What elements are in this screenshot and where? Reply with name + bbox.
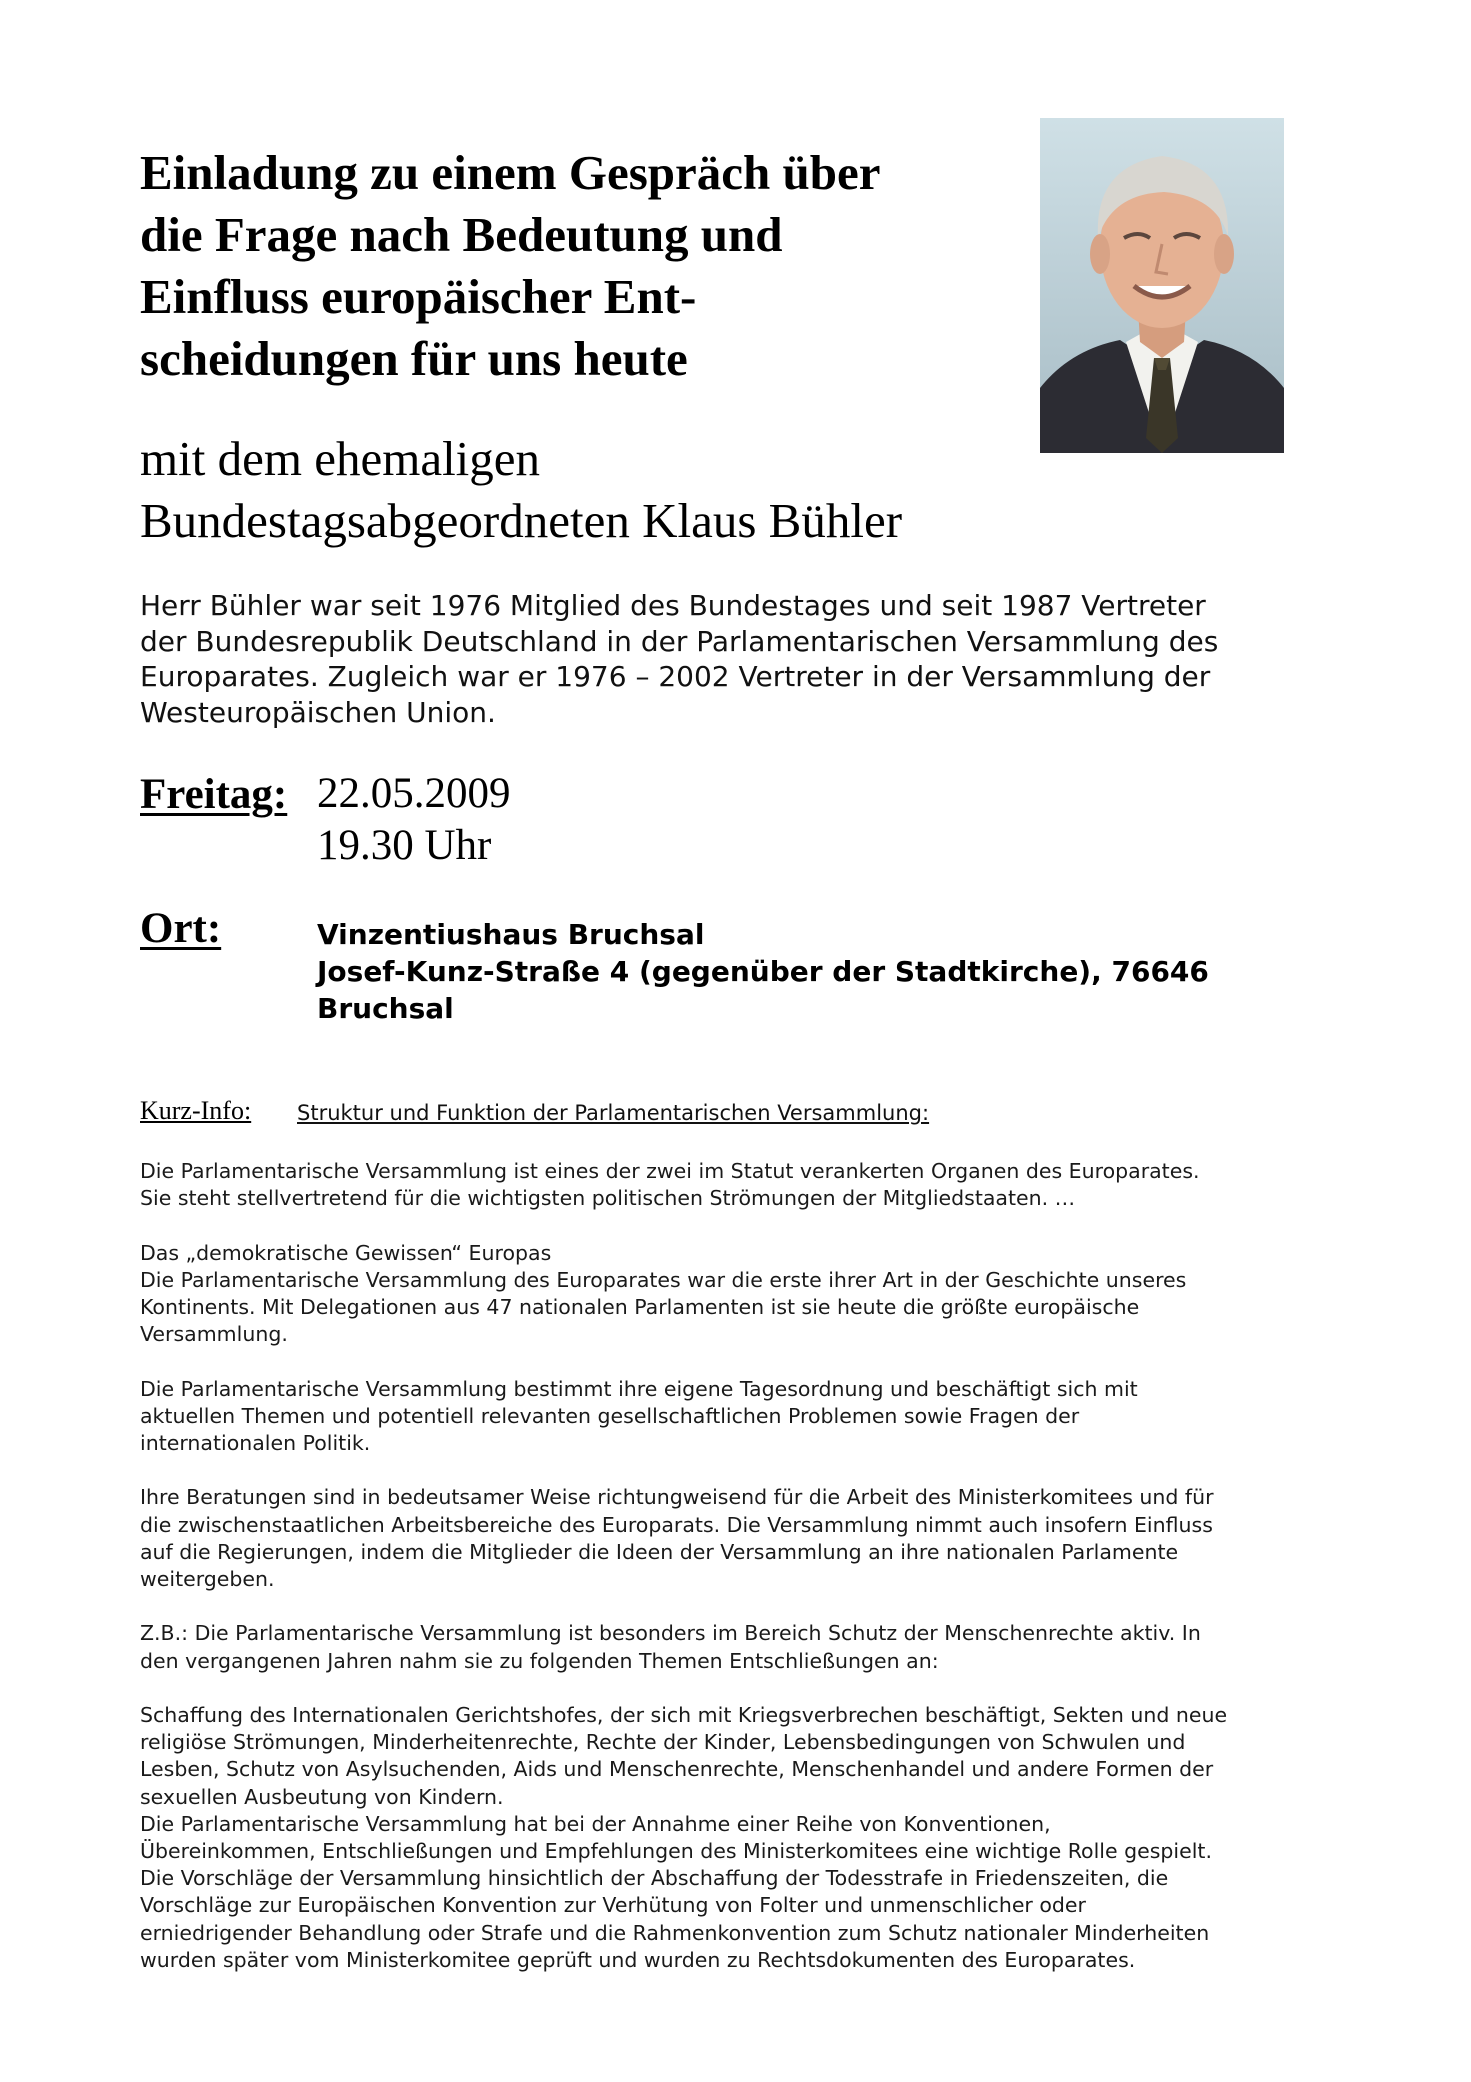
intro-line: Herr Bühler war seit 1976 Mitglied des Bundestages und seit 1987 Vertreter (140, 589, 1206, 622)
title-line: die Frage nach Bedeutung und (140, 207, 783, 262)
title-line: scheidungen für uns heute (140, 331, 688, 386)
info-line: weitergeben. (140, 1567, 275, 1591)
info-line: Die Parlamentarische Versammlung ist eines der zwei im Statut verankerten Organen des Europarates. (140, 1159, 1200, 1183)
venue-line: Vinzentiushaus Bruchsal (317, 918, 705, 951)
intro-line: Westeuropäischen Union. (140, 695, 496, 729)
info-line: Schaffung des Internationalen Gerichtshofes, der sich mit Kriegsverbrechen beschäftigt, Sekten und neue (140, 1702, 1228, 1727)
location-label: Ort: (140, 905, 222, 952)
venue-line: Josef-Kunz-Straße 4 (gegenüber der Stadtkirche), 76646 (317, 955, 1209, 988)
info-paragraph (140, 1484, 1360, 1593)
info-line: wurden später vom Ministerkomitee geprüft und wurden zu Rechtsdokumenten des Europarates. (140, 1947, 1136, 1972)
info-paragraph (140, 1376, 1360, 1458)
info-line: aktuellen Themen und potentiell relevanten gesellschaftlichen Problemen sowie Fragen der (140, 1403, 1080, 1428)
info-line: Das „demokratische Gewissen“ Europas (140, 1240, 552, 1265)
kurz-info-body (140, 1158, 1360, 2001)
info-line: Die Vorschläge der Versammlung hinsichtlich der Abschaffung der Todesstrafe in Friedenszeiten, die (140, 1866, 1169, 1891)
info-line: Die Parlamentarische Versammlung des Europarates war die erste ihrer Art in der Geschichte unseres (140, 1267, 1187, 1292)
info-paragraph (140, 1158, 1360, 1212)
info-line: internationalen Politik. (140, 1431, 371, 1455)
date-label: Freitag: (140, 771, 288, 818)
info-line: sexuellen Ausbeutung von Kindern. (140, 1784, 504, 1809)
invitation-title (140, 142, 1000, 390)
intro-line: der Bundesrepublik Deutschland in der Parlamentarischen Versammlung des (140, 624, 1219, 658)
info-line: die zwischenstaatlichen Arbeitsbereiche des Europarats. Die Versammlung nimmt auch insofern Einfluss (140, 1512, 1213, 1537)
kurz-info-title: Struktur und Funktion der Parlamentarischen Versammlung: (297, 1101, 930, 1125)
info-line: Ihre Beratungen sind in bedeutsamer Weise richtungweisend für die Arbeit des Ministerkomitees und für (140, 1485, 1214, 1510)
portrait-photo-icon (1040, 118, 1284, 453)
title-line: Einfluss europäischer Ent- (140, 269, 697, 324)
info-paragraph (140, 1240, 1360, 1349)
event-time: 19.30 Uhr (317, 822, 492, 869)
venue-address (317, 916, 1209, 1027)
info-line: Z.B.: Die Parlamentarische Versammlung ist besonders im Bereich Schutz der Menschenrechte aktiv. In (140, 1621, 1201, 1646)
info-line: Versammlung. (140, 1322, 288, 1347)
speaker-portrait-photo (1040, 118, 1284, 453)
info-line: den vergangenen Jahren nahm sie zu folgenden Themen Entschließungen an: (140, 1648, 939, 1673)
subtitle-line: Bundestagsabgeordneten Klaus Bühler (140, 493, 903, 548)
info-paragraph (140, 1620, 1360, 1674)
info-line: Übereinkommen, Entschließungen und Empfehlungen des Ministerkomitees eine wichtige Rolle gespielt. (140, 1839, 1212, 1863)
info-line: Vorschläge zur Europäischen Konvention zur Verhütung von Folter und unmenschlicher oder (140, 1893, 1086, 1918)
info-line: Kontinents. Mit Delegationen aus 47 nationalen Parlamenten ist sie heute die größte europäische (140, 1295, 1140, 1319)
subtitle-line: mit dem ehemaligen (140, 431, 541, 486)
event-date: 22.05.2009 (317, 770, 511, 817)
intro-line: Europarates. Zugleich war er 1976 – 2002 Vertreter in der Versammlung der (140, 660, 1211, 693)
info-line: erniedrigender Behandlung oder Strafe und die Rahmenkonvention zum Schutz nationaler Minderheiten (140, 1920, 1210, 1945)
info-line: Die Parlamentarische Versammlung hat bei der Annahme einer Reihe von Konventionen, (140, 1811, 1051, 1836)
info-paragraph (140, 1702, 1360, 1974)
info-line: auf die Regierungen, indem die Mitglieder die Ideen der Versammlung an ihre nationalen Parlamente (140, 1539, 1179, 1564)
speaker-intro (140, 588, 1340, 730)
kurz-info-label: Kurz-Info: (140, 1096, 252, 1125)
title-line: Einladung zu einem Gespräch über (140, 145, 881, 200)
info-line: Lesben, Schutz von Asylsuchenden, Aids und Menschenrechte, Menschenhandel und andere Formen der (140, 1757, 1214, 1782)
venue-line: Bruchsal (317, 992, 454, 1025)
info-line: religiöse Strömungen, Minderheitenrechte, Rechte der Kinder, Lebensbedingungen von Schwulen und (140, 1730, 1186, 1755)
info-line: Sie steht stellvertretend für die wichtigsten politischen Strömungen der Mitgliedstaaten. … (140, 1186, 1076, 1211)
info-line: Die Parlamentarische Versammlung bestimmt ihre eigene Tagesordnung und beschäftigt sich mit (140, 1376, 1138, 1401)
invitation-subtitle (140, 428, 1040, 552)
